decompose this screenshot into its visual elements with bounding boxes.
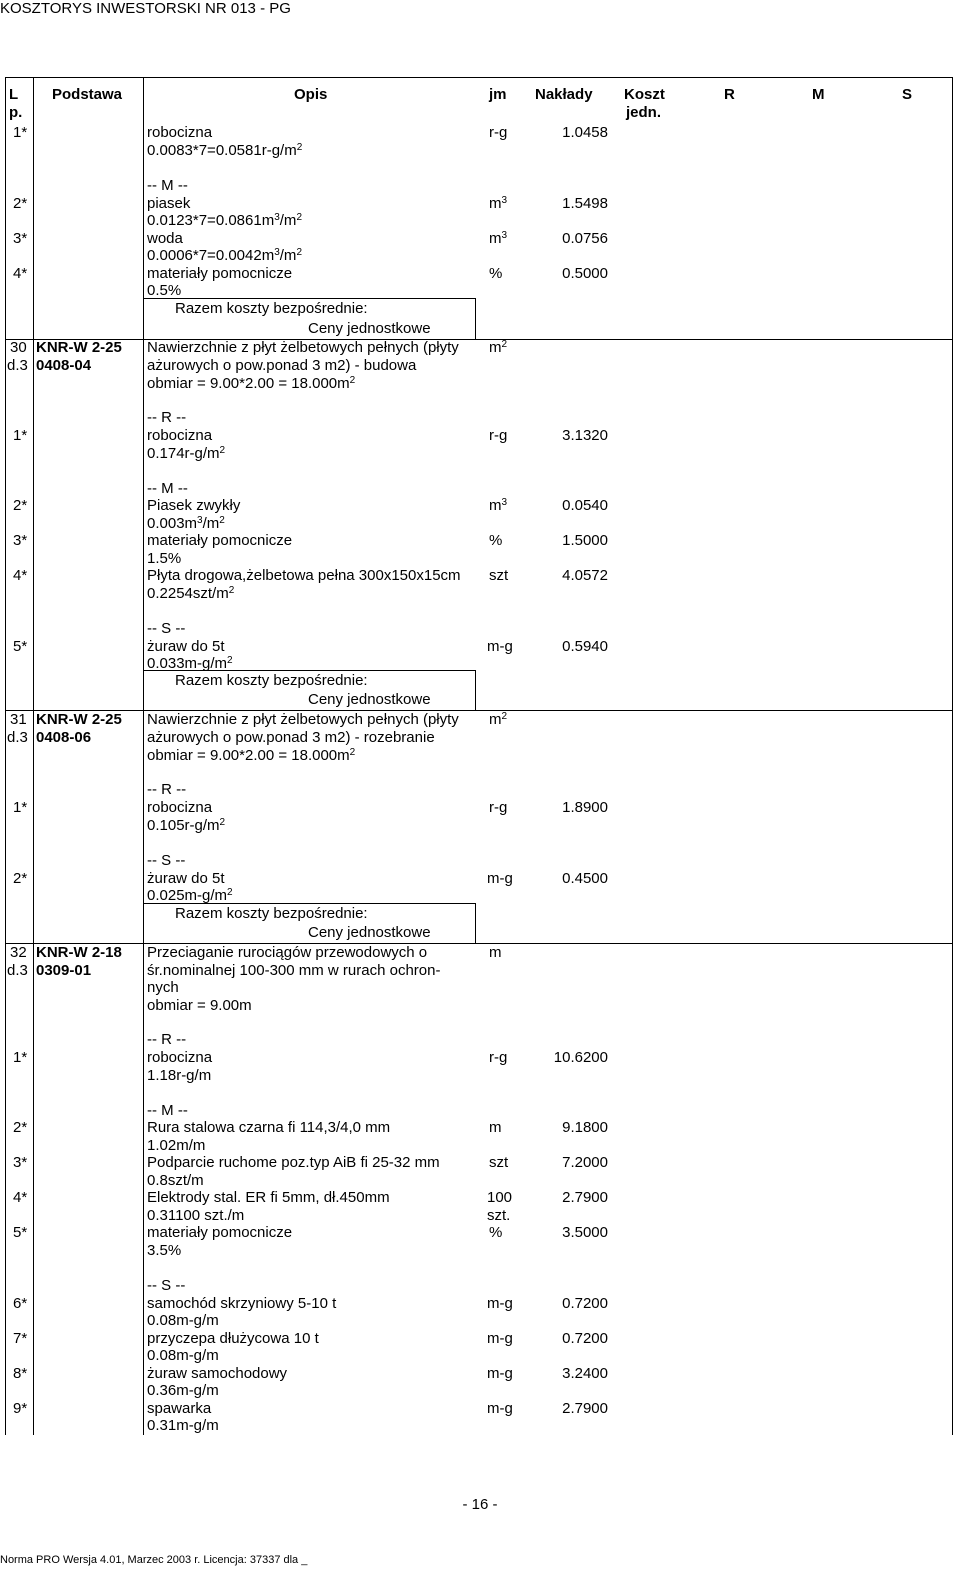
position-number: 32: [10, 944, 27, 961]
row-jm: $m^3$: [489, 195, 508, 212]
position-desc-2: ażurowych o pow.ponad 3 m2) - budowa: [147, 357, 417, 374]
row-jm: szt: [489, 1154, 509, 1171]
header-koszt: Koszt: [624, 86, 665, 103]
header-r: R: [724, 86, 735, 103]
document-title: KOSZTORYS INWESTORSKI NR 013 - PG: [0, 0, 291, 17]
group-m-label: -- M --: [147, 1102, 188, 1119]
row-norm: 0.08m-g/m: [147, 1312, 219, 1329]
row-norm: 0.31m-g/m: [147, 1417, 219, 1434]
row-desc: Płyta drogowa,żelbetowa pełna 300x150x15cm: [147, 567, 461, 584]
row-desc: Rura stalowa czarna fi 114,3/4,0 mm: [147, 1119, 391, 1136]
row-jm: 100: [487, 1189, 513, 1206]
razem-box-3-right: [475, 903, 476, 943]
row-qty: 3.1320: [562, 427, 608, 444]
position-number: 31: [10, 711, 27, 728]
row-desc: Piasek zwykły: [147, 497, 241, 514]
row-lp: 4*: [13, 1189, 28, 1206]
position-desc-1: Nawierzchnie z płyt żelbetowych pełnych (płyty: [147, 339, 459, 356]
row-qty: 3.5000: [562, 1224, 608, 1241]
row-desc: Podparcie ruchome poz.typ AiB fi 25-32 mm: [147, 1154, 440, 1171]
row-qty: 1.8900: [562, 799, 608, 816]
row-desc: robocizna: [147, 427, 213, 444]
row-desc: piasek: [147, 195, 191, 212]
header-lp-1: L: [9, 86, 19, 103]
row-norm: 0.5%: [147, 282, 182, 299]
row-norm: 0.08m-g/m: [147, 1347, 219, 1364]
row-lp: 4*: [13, 265, 28, 282]
row-jm: $m^3$: [489, 497, 508, 514]
row-qty: 2.7900: [562, 1400, 608, 1417]
row-norm: $0.2254szt/m^2$: [147, 585, 235, 602]
row-lp: 8*: [13, 1365, 28, 1382]
row-lp: 5*: [13, 1224, 28, 1241]
row-jm: r-g: [489, 799, 508, 816]
position-code-2: 0408-04: [36, 357, 92, 374]
row-lp: 5*: [13, 638, 28, 655]
row-jm: m-g: [487, 638, 513, 655]
row-jm: r-g: [489, 427, 508, 444]
position-number: 30: [10, 339, 27, 356]
razem-box-1-right: [475, 298, 476, 339]
position-d: d.3: [7, 962, 28, 979]
group-m-label: -- M --: [147, 480, 188, 497]
row-desc: robocizna: [147, 124, 213, 141]
row-jm: m-g: [487, 1330, 513, 1347]
position-code-2: 0408-06: [36, 729, 92, 746]
row-norm: $0.0123*7=0.0861m^3/m^2$: [147, 212, 302, 229]
ceny-label: Ceny jednostkowe: [308, 691, 431, 708]
group-m-label: -- M --: [147, 177, 188, 194]
row-norm: 0.31100 szt./m: [147, 1207, 245, 1224]
row-norm: $0.105r-g/m^2$: [147, 817, 226, 834]
row-lp: 6*: [13, 1295, 28, 1312]
row-lp: 1*: [13, 1049, 28, 1066]
position-d: d.3: [7, 357, 28, 374]
position-obmiar: obmiar = $9.00*2.00 = 18.000m^2$: [147, 747, 356, 764]
row-lp: 2*: [13, 497, 28, 514]
row-lp: 1*: [13, 124, 28, 141]
header-lp-2: p.: [9, 104, 23, 121]
row-desc: Elektrody stal. ER fi 5mm, dł.450mm: [147, 1189, 390, 1206]
row-norm: $0.003m^3/m^2$: [147, 515, 225, 532]
row-qty: 0.7200: [562, 1295, 608, 1312]
row-norm: 0.8szt/m: [147, 1172, 204, 1189]
position-desc-1: Przeciaganie rurociągów przewodowych o: [147, 944, 428, 961]
sep-razem-1: [143, 298, 475, 299]
position-desc-1: Nawierzchnie z płyt żelbetowych pełnych (płyty: [147, 711, 459, 728]
row-qty: 1.5498: [562, 195, 608, 212]
row-desc: spawarka: [147, 1400, 212, 1417]
row-qty: 7.2000: [562, 1154, 608, 1171]
row-lp: 3*: [13, 532, 28, 549]
row-qty: 0.7200: [562, 1330, 608, 1347]
row-lp: 2*: [13, 1119, 28, 1136]
group-s-label: -- S --: [147, 852, 186, 869]
row-desc: materiały pomocnicze: [147, 1224, 293, 1241]
row-lp: 2*: [13, 870, 28, 887]
row-desc: przyczepa dłużycowa 10 t: [147, 1330, 319, 1347]
row-qty: 10.6200: [553, 1049, 608, 1066]
row-jm: m-g: [487, 1400, 513, 1417]
row-norm: $0.025m-g/m^2$: [147, 887, 233, 904]
row-desc: samochód skrzyniowy 5-10 t: [147, 1295, 337, 1312]
row-jm: r-g: [489, 1049, 508, 1066]
col-divider-podstawa: [143, 77, 144, 1435]
position-jm: $m^2$: [489, 339, 508, 356]
row-jm: %: [489, 1224, 503, 1241]
row-desc: żuraw do 5t: [147, 870, 225, 887]
row-desc: żuraw do 5t: [147, 638, 225, 655]
row-qty: 4.0572: [562, 567, 608, 584]
group-s-label: -- S --: [147, 620, 186, 637]
position-code: KNR-W 2-18: [36, 944, 122, 961]
row-qty: 0.5000: [562, 265, 608, 282]
row-desc: materiały pomocnicze: [147, 532, 293, 549]
row-qty: 9.1800: [562, 1119, 608, 1136]
row-lp: 3*: [13, 1154, 28, 1171]
razem-label: Razem koszty bezpośrednie:: [175, 300, 368, 317]
row-norm: $0.174r-g/m^2$: [147, 445, 226, 462]
row-jm: m-g: [487, 1295, 513, 1312]
header-jm: jm: [489, 86, 507, 103]
position-jm: m: [489, 944, 502, 961]
header-m: M: [812, 86, 825, 103]
position-code: KNR-W 2-25: [36, 711, 122, 728]
row-qty: 1.0458: [562, 124, 608, 141]
position-jm: $m^2$: [489, 711, 508, 728]
table-top-border: [5, 77, 953, 78]
table-right-border: [952, 77, 953, 1435]
row-jm: m-g: [487, 870, 513, 887]
razem-label: Razem koszty bezpośrednie:: [175, 905, 368, 922]
row-qty: 0.0756: [562, 230, 608, 247]
footer-license: Norma PRO Wersja 4.01, Marzec 2003 r. Licencja: 37337 dla _: [0, 1554, 308, 1566]
row-lp: 7*: [13, 1330, 28, 1347]
row-jm: $m^3$: [489, 230, 508, 247]
row-norm: 0.36m-g/m: [147, 1382, 219, 1399]
row-lp: 1*: [13, 799, 28, 816]
ceny-label: Ceny jednostkowe: [308, 924, 431, 941]
row-jm-2: szt.: [487, 1207, 511, 1224]
header-s: S: [902, 86, 913, 103]
position-desc-2: śr.nominalnej 100-300 mm w rurach ochron-: [147, 962, 441, 979]
row-desc: woda: [147, 230, 183, 247]
row-desc: materiały pomocnicze: [147, 265, 293, 282]
header-koszt-jedn: jedn.: [626, 104, 662, 121]
row-qty: 0.5940: [562, 638, 608, 655]
row-norm: 1.02m/m: [147, 1137, 206, 1154]
header-opis: Opis: [294, 86, 328, 103]
position-obmiar: obmiar = 9.00m: [147, 997, 252, 1014]
row-jm: szt: [489, 567, 509, 584]
page-number: - 16 -: [462, 1496, 498, 1513]
position-desc-3: nych: [147, 979, 179, 996]
row-jm: r-g: [489, 124, 508, 141]
row-desc: robocizna: [147, 799, 213, 816]
row-desc: żuraw samochodowy: [147, 1365, 288, 1382]
position-desc-2: ażurowych o pow.ponad 3 m2) - rozebranie: [147, 729, 435, 746]
row-norm: 3.5%: [147, 1242, 182, 1259]
row-qty: 1.5000: [562, 532, 608, 549]
table-left-border: [5, 77, 6, 1435]
position-obmiar: obmiar = $9.00*2.00 = 18.000m^2$: [147, 375, 356, 392]
group-s-label: -- S --: [147, 1277, 186, 1294]
group-r-label: -- R --: [147, 1031, 187, 1048]
row-jm: %: [489, 532, 503, 549]
row-norm: 1.18r-g/m: [147, 1067, 212, 1084]
header-naklady: Nakłady: [535, 86, 593, 103]
position-code: KNR-W 2-25: [36, 339, 122, 356]
row-lp: 2*: [13, 195, 28, 212]
row-jm: m: [489, 1119, 502, 1136]
row-jm: m-g: [487, 1365, 513, 1382]
position-code-2: 0309-01: [36, 962, 92, 979]
row-norm: $0.0083*7=0.0581r-g/m^2$: [147, 142, 303, 159]
razem-label: Razem koszty bezpośrednie:: [175, 672, 368, 689]
row-qty: 0.0540: [562, 497, 608, 514]
header-podstawa: Podstawa: [52, 86, 123, 103]
row-lp: 9*: [13, 1400, 28, 1417]
group-r-label: -- R --: [147, 781, 187, 798]
row-norm: $0.0006*7=0.0042m^3/m^2$: [147, 247, 302, 264]
row-qty: 3.2400: [562, 1365, 608, 1382]
row-jm: %: [489, 265, 503, 282]
row-norm: 1.5%: [147, 550, 182, 567]
row-qty: 0.4500: [562, 870, 608, 887]
row-lp: 3*: [13, 230, 28, 247]
row-lp: 4*: [13, 567, 28, 584]
row-desc: robocizna: [147, 1049, 213, 1066]
col-divider-lp: [33, 77, 34, 1435]
row-qty: 2.7900: [562, 1189, 608, 1206]
position-d: d.3: [7, 729, 28, 746]
razem-box-2-right: [475, 670, 476, 710]
ceny-label: Ceny jednostkowe: [308, 320, 431, 337]
group-r-label: -- R --: [147, 409, 187, 426]
row-norm: $0.033m-g/m^2$: [147, 655, 233, 672]
row-lp: 1*: [13, 427, 28, 444]
